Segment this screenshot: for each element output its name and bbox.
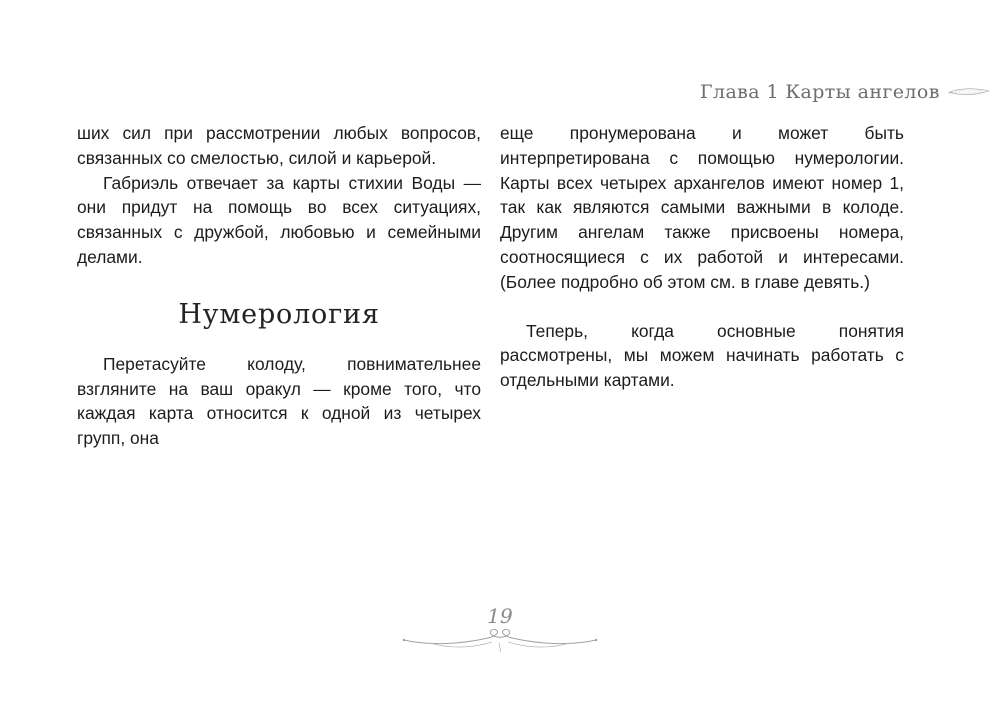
left-column: [77, 121, 481, 451]
paragraph-shuffle: Перетасуйте колоду, повнимательнее взгляните на ваш оракул — кроме того, что каждая карта относится к одной из четырех групп, она: [77, 353, 481, 449]
flourish-icon: [400, 622, 600, 656]
running-header: [700, 76, 990, 108]
section-heading-numerology: Нумерология: [178, 298, 380, 330]
page-number: 19: [487, 604, 513, 628]
right-column: [500, 121, 904, 393]
page-footer: [400, 600, 600, 660]
paragraph-gabriel: Габриэль отвечает за карты стихии Воды — они придут на помощь во всех ситуациях, связанных с дружбой, любовью и семейными делами.: [77, 172, 481, 267]
paragraph-conclusion: Теперь, когда основные понятия рассмотрены, мы можем начинать работать с отдельными картами.: [500, 320, 904, 391]
paragraph-numbering: еще пронумерована и может быть интерпретирована с помощью нумерологии. Карты всех четырех архангелов имеют номер 1, так как являются самыми важными в колоде. Другим ангелам также присвоены номера, соотносящиеся с их работой и интересами. (Более подробно об этом см. в главе девять.): [500, 123, 904, 292]
paragraph-continuation: ших сил при рассмотрении любых вопросов, связанных со смелостью, силой и карьерой.: [77, 123, 481, 168]
running-title: Глава 1 Карты ангелов: [700, 81, 940, 103]
feather-icon: [948, 81, 990, 103]
